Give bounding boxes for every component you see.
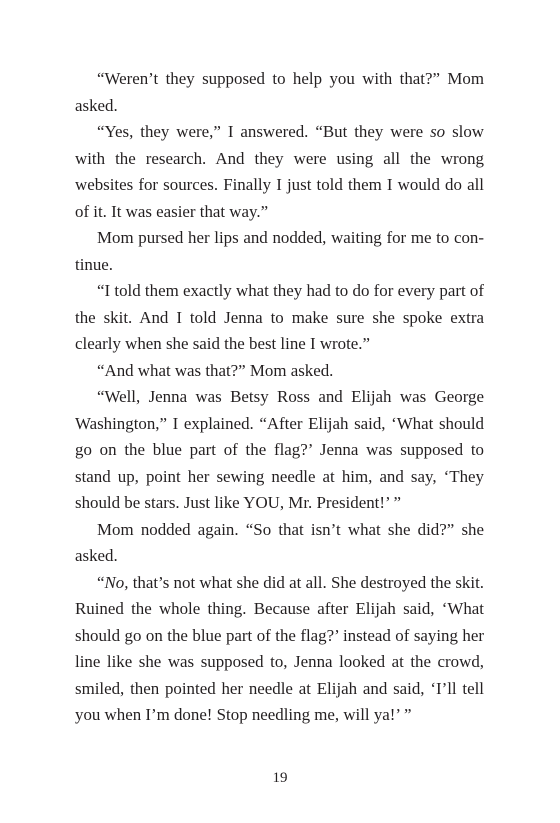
paragraph-text: “And what was that?” Mom asked. — [97, 360, 334, 380]
italic-emphasis: so — [430, 122, 446, 141]
paragraph — [75, 358, 484, 385]
paragraph-text: “Yes, they were,” I answered. “But they were — [97, 122, 431, 141]
paragraph-text: “ — [97, 572, 105, 592]
paragraph — [75, 517, 484, 570]
body-text — [75, 66, 484, 729]
paragraph-text: “Well, Jenna was Betsy Ross and Elijah was George Washington,” I explained. “After Elijah said, ‘What should go on the blue part of the flag?’ Jenna was supposed to stand up, point her sewing needle at him, and say, ‘They should be stars. Just like YOU, Mr. President!’ ” — [75, 387, 484, 512]
paragraph — [75, 570, 484, 729]
paragraph-text: slow with the research. And they were using all the wrong websites for sources. Finally I just told them I would do all of it. It was easier that way.” — [75, 122, 484, 221]
paragraph-text: “I told them exactly what they had to do for every part of the skit. And I told Jenna to make sure she spoke extra clearly when she said the best line I wrote.” — [75, 281, 484, 353]
page-number: 19 — [272, 770, 288, 786]
paragraph-text: Mom nodded again. “So that isn’t what she did?” she asked. — [75, 519, 484, 565]
paragraph-text: that’s not what she did at all. She destroyed the skit. Ruined the whole thing. Because after Elijah said, ‘What should go on the blue part of the flag?’ instead of saying her line like she was supposed to, Jenna looked at the crowd, smiled, then pointed her needle at Elijah and said, ‘I’ll tell you when I’m done! Stop needling me, will ya!’ ” — [75, 572, 484, 724]
paragraph — [75, 384, 484, 517]
paragraph-text: Mom pursed her lips and nodded, waiting for me to continue. — [75, 228, 484, 274]
paragraph-text: “Weren’t they supposed to help you with that?” Mom asked. — [75, 69, 484, 115]
paragraph — [75, 225, 484, 278]
italic-emphasis: No, — [104, 572, 129, 592]
paragraph — [75, 278, 484, 358]
paragraph — [75, 119, 484, 225]
paragraph — [75, 66, 484, 119]
